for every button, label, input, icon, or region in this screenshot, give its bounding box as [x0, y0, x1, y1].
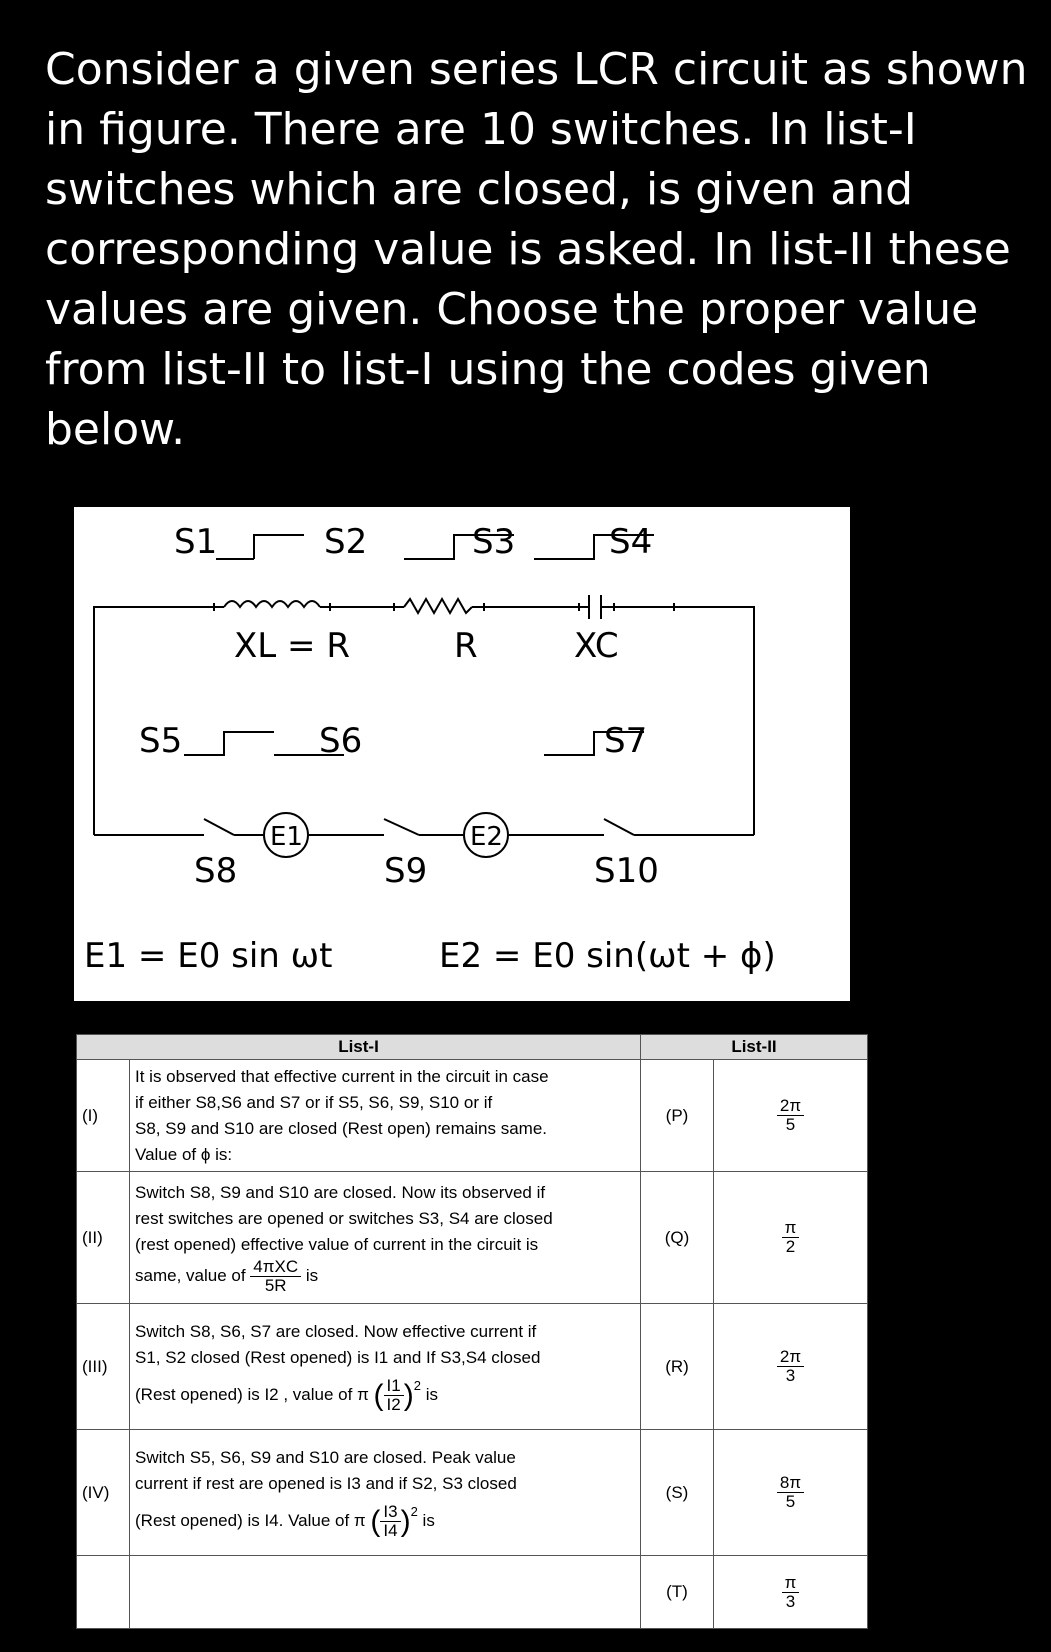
label-s3: S3	[472, 522, 516, 562]
statement-text: same, value of	[135, 1265, 246, 1285]
statement-text: (Rest opened) is I4. Value of π	[135, 1510, 366, 1530]
option-code: (S)	[641, 1430, 714, 1556]
table-header-row	[77, 1035, 868, 1060]
statement-line: S1, S2 closed (Rest opened) is I1 and If S3,S4 closed	[135, 1348, 541, 1367]
row-number: (II)	[77, 1172, 130, 1304]
fraction-denominator: 3	[785, 1591, 796, 1611]
equation-e2: E2 = E0 sin(ωt + ϕ)	[439, 936, 776, 976]
label-s1: S1	[174, 522, 218, 562]
label-resistor: R	[454, 626, 478, 666]
table-row	[77, 1556, 868, 1629]
option-value	[714, 1556, 868, 1629]
label-e1: E1	[270, 822, 303, 852]
statement-line: Switch S5, S6, S9 and S10 are closed. Peak value	[135, 1448, 516, 1467]
resistor-zigzag	[404, 599, 472, 613]
statement-line: if either S8,S6 and S7 or if S5, S6, S9, S10 or if	[135, 1092, 493, 1112]
squared-ratio: ( $\frac{I3}{I4}$ ) 2	[370, 1503, 417, 1540]
statement-line: S8, S9 and S10 are closed (Rest open) remains same.	[135, 1118, 547, 1138]
label-inductor: XL = R	[234, 626, 350, 666]
label-s5: S5	[139, 721, 183, 761]
statement-text: is	[305, 1265, 319, 1285]
fraction-numerator: 8π	[777, 1474, 804, 1493]
row-statement	[130, 1304, 641, 1430]
switch-s10-blade	[604, 819, 634, 835]
label-s8: S8	[194, 851, 238, 891]
row-statement	[130, 1430, 641, 1556]
row-statement	[130, 1060, 641, 1172]
statement-line: Switch S8, S9 and S10 are closed. Now its observed if	[135, 1183, 546, 1202]
fraction-denominator: 2	[785, 1237, 796, 1256]
list-ii-header: List-II	[641, 1035, 868, 1060]
label-s6: S6	[319, 721, 363, 761]
fraction-denominator: 3	[785, 1366, 796, 1385]
statement-line: Switch S8, S6, S7 are closed. Now effective current if	[135, 1322, 537, 1341]
statement-line: current if rest are opened is I3 and if S2, S3 closed	[135, 1474, 517, 1493]
fraction-denominator: 5R	[264, 1276, 287, 1295]
option-code: (T)	[641, 1556, 714, 1629]
switch-s9-blade	[384, 819, 419, 835]
equation-e1: E1 = E0 sin ωt	[84, 936, 333, 976]
fraction-numerator: 4πXC	[250, 1258, 301, 1277]
statement-line: It is observed that effective current in the circuit in case	[135, 1066, 549, 1086]
statement-text: is	[425, 1384, 438, 1404]
question-text: Consider a given series LCR circuit as shown in figure. There are 10 switches. In list-I switches which are closed, is given and corresponding value is asked. In list-II these values are given. Choose the proper value from list-II to list-I using the codes given below.	[45, 44, 1028, 455]
fraction-numerator: π	[782, 1219, 800, 1238]
row-number: (I)	[77, 1060, 130, 1172]
statement-line	[135, 1503, 635, 1540]
row-number: (III)	[77, 1304, 130, 1430]
option-value	[714, 1304, 868, 1430]
statement-line: (rest opened) effective value of current in the circuit is	[135, 1235, 539, 1254]
row-number	[77, 1556, 130, 1629]
match-list-table	[76, 1034, 868, 1629]
fraction-denominator: I2	[386, 1395, 401, 1414]
label-capacitor: XC	[574, 626, 619, 666]
label-e2: E2	[470, 822, 503, 852]
statement-line: Value of ϕ is:	[135, 1144, 233, 1164]
fraction-numerator: π	[782, 1574, 800, 1593]
option-value	[714, 1172, 868, 1304]
statement-text: (Rest opened) is I2 , value of π	[135, 1384, 369, 1404]
table-row	[77, 1060, 868, 1172]
row-statement	[130, 1556, 641, 1629]
label-s10: S10	[594, 851, 659, 891]
option-value	[714, 1060, 868, 1172]
statement-line	[135, 1377, 635, 1414]
circuit-wire-right	[674, 607, 754, 835]
table-row	[77, 1172, 868, 1304]
switch-bracket-s2	[254, 535, 304, 559]
fraction-numerator: I1	[384, 1377, 404, 1396]
table-row	[77, 1304, 868, 1430]
fraction-denominator: 5	[785, 1115, 796, 1134]
capacitor-plates	[589, 595, 601, 619]
statement-line	[135, 1258, 635, 1295]
statement-text: is	[422, 1510, 435, 1530]
option-code: (P)	[641, 1060, 714, 1172]
fraction-numerator: 2π	[777, 1097, 804, 1116]
fraction-denominator: 5	[785, 1492, 796, 1511]
switch-bracket-s5	[184, 732, 274, 755]
fraction-denominator: I4	[383, 1521, 398, 1540]
circuit-figure	[74, 507, 850, 1001]
label-s9: S9	[384, 851, 428, 891]
statement-line: rest switches are opened or switches S3, S4 are closed	[135, 1209, 553, 1228]
fraction-numerator: 2π	[777, 1348, 804, 1367]
exponent: 2	[410, 1504, 418, 1519]
fraction-numerator: I3	[380, 1503, 400, 1522]
option-code: (Q)	[641, 1172, 714, 1304]
row-number: (IV)	[77, 1430, 130, 1556]
exponent: 2	[413, 1378, 421, 1393]
inductor-coil	[224, 601, 320, 607]
label-s4: S4	[609, 522, 653, 562]
option-value	[714, 1430, 868, 1556]
table-row	[77, 1430, 868, 1556]
option-code: (R)	[641, 1304, 714, 1430]
label-s7: S7	[604, 721, 648, 761]
switch-s8-blade	[204, 819, 234, 835]
row-statement	[130, 1172, 641, 1304]
squared-ratio: ( $\frac{I1}{I2}$ ) 2	[374, 1377, 421, 1414]
label-s2: S2	[324, 522, 368, 562]
list-i-header: List-I	[77, 1035, 641, 1060]
